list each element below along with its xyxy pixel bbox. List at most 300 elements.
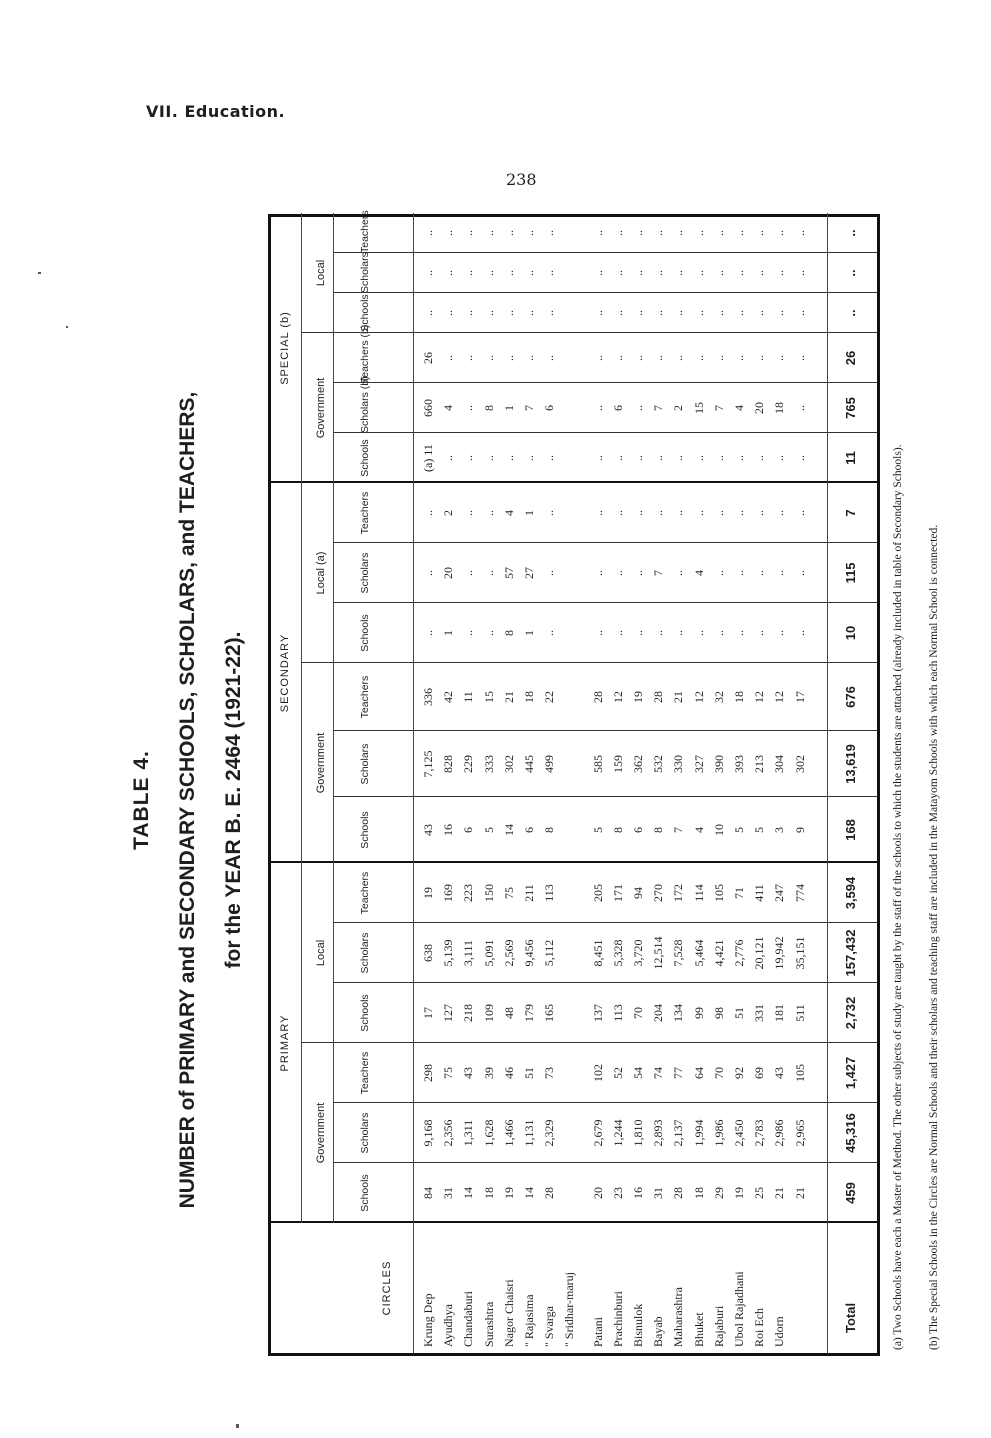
table-cell: 77 [671, 1067, 686, 1079]
table-cell: 21 [772, 1187, 787, 1199]
table-cell: 8 [542, 827, 557, 833]
table-cell: 336 [421, 688, 435, 706]
circle-name: Bisnulok [631, 1303, 645, 1347]
table-cell: 23 [610, 1187, 625, 1199]
circle-name: Patani [590, 1317, 605, 1347]
table-cell: 327 [691, 755, 706, 773]
total-cell: 13,619 [843, 744, 858, 784]
table-cell: 48 [501, 1007, 516, 1019]
table-cell: 660 [421, 399, 435, 417]
table-cell: .. [691, 510, 706, 516]
table-cell: 7 [711, 405, 726, 411]
table-cell: 1 [522, 630, 536, 636]
header-rule [301, 213, 302, 1223]
table-cell: 105 [792, 1064, 807, 1082]
table-cell: .. [732, 270, 746, 276]
table-cell: 17 [421, 1007, 435, 1019]
table-cell: .. [461, 405, 476, 411]
table-cell: 7 [671, 827, 686, 833]
table-cell: 5 [590, 827, 605, 833]
table-cell: .. [651, 355, 666, 361]
table-cell: .. [501, 270, 516, 276]
table-cell: .. [542, 510, 557, 516]
table-cell: 19 [631, 691, 645, 703]
table-cell: 5,139 [441, 939, 456, 967]
table-cell: .. [610, 355, 625, 361]
table-cell: 8 [610, 827, 625, 833]
table-cell: 20 [752, 402, 767, 414]
table-cell: .. [671, 455, 686, 461]
table-cell: 19 [501, 1187, 516, 1199]
table-cell: 26 [421, 352, 435, 364]
table-cell: 137 [590, 1004, 605, 1022]
table-cell: .. [501, 455, 516, 461]
table-cell: .. [461, 230, 476, 236]
circle-name: Surashtra [481, 1301, 496, 1347]
table-cell: .. [752, 230, 767, 236]
table-cell: 92 [732, 1067, 746, 1079]
table-cell: 8,451 [590, 939, 605, 967]
table-cell: .. [732, 310, 746, 316]
scan-speck [66, 326, 68, 328]
column-header-schools: Schools [359, 994, 371, 1032]
column-rule [333, 542, 877, 543]
total-cell: 11 [843, 451, 858, 465]
table-cell: 171 [610, 884, 625, 902]
table-cell: 9,456 [522, 939, 536, 967]
table-cell: 169 [441, 884, 456, 902]
circle-name: Bayab [651, 1316, 666, 1347]
table-cell: 1 [522, 510, 536, 516]
table-cell: .. [461, 630, 476, 636]
table-cell: .. [542, 570, 557, 576]
circle-name: Udorn [772, 1316, 787, 1347]
table-cell: 12 [752, 691, 767, 703]
table-cell: .. [671, 570, 686, 576]
column-rule [333, 982, 877, 983]
table-cell: 218 [461, 1004, 476, 1022]
table-cell: .. [461, 510, 476, 516]
circle-name: Roi Ech [752, 1308, 767, 1347]
total-cell: 115 [843, 562, 858, 584]
table-cell: 19,942 [772, 936, 787, 970]
circle-name: Bhuket [691, 1312, 706, 1347]
table-cell: .. [651, 455, 666, 461]
table-title: NUMBER of PRIMARY and SECONDARY SCHOOLS, SCHOLARS, and TEACHERS, [176, 391, 199, 1209]
table-cell: .. [651, 310, 666, 316]
circle-name: Ayudhya [441, 1304, 456, 1347]
table-cell: 1 [501, 405, 516, 411]
column-header-teachers: Teachers [359, 210, 371, 253]
table-cell: .. [711, 270, 726, 276]
table-cell: 247 [772, 884, 787, 902]
table-cell: 20 [590, 1187, 605, 1199]
table-cell: .. [711, 355, 726, 361]
total-cell: 45,316 [843, 1113, 858, 1153]
header-secondary-government: Government [315, 732, 327, 794]
table-cell: .. [631, 310, 645, 316]
table-cell: 70 [631, 1007, 645, 1019]
table-cell: 10 [711, 824, 726, 836]
table-cell: 2,679 [590, 1119, 605, 1147]
table-cell: 159 [610, 755, 625, 773]
table-cell: .. [732, 510, 746, 516]
table-cell: .. [421, 570, 435, 576]
table-cell: .. [651, 510, 666, 516]
table-cell: .. [732, 230, 746, 236]
table-cell: .. [792, 510, 807, 516]
header-primary: PRIMARY [279, 1014, 291, 1072]
table-cell: .. [590, 230, 605, 236]
table-cell: 29 [711, 1187, 726, 1199]
table-cell: .. [792, 270, 807, 276]
table-cell: 57 [501, 567, 516, 579]
table-cell: .. [691, 230, 706, 236]
column-rule [333, 1102, 877, 1103]
table-cell: .. [610, 270, 625, 276]
total-cell: 157,432 [843, 929, 858, 977]
table-cell: .. [671, 355, 686, 361]
total-cell: 168 [843, 819, 858, 841]
table-cell: .. [590, 310, 605, 316]
column-rule [333, 602, 877, 603]
table-cell: .. [501, 230, 516, 236]
table-cell: 302 [792, 755, 807, 773]
table-cell: 113 [542, 884, 557, 902]
table-cell: .. [610, 630, 625, 636]
table-cell: .. [772, 630, 787, 636]
table-cell: 270 [651, 884, 666, 902]
column-rule [333, 730, 877, 731]
column-header-scholars: Scholars [359, 932, 371, 974]
table-cell: 21 [501, 691, 516, 703]
table-cell: 2,450 [732, 1119, 746, 1147]
table-cell: 71 [732, 887, 746, 899]
table-cell: 393 [732, 755, 746, 773]
table-cell: 15 [691, 402, 706, 414]
table-cell: 6 [461, 827, 476, 833]
column-header-teachers: Teachers [359, 675, 371, 719]
table-cell: 223 [461, 884, 476, 902]
column-header-schools: Schools [359, 614, 371, 652]
table-cell: 2,965 [792, 1119, 807, 1147]
total-cell: 26 [843, 350, 858, 366]
table-cell: 6 [610, 405, 625, 411]
table-cell: .. [651, 270, 666, 276]
table-cell: 28 [590, 691, 605, 703]
circle-name: Chandaburi [461, 1291, 476, 1347]
table-cell: 150 [481, 884, 496, 902]
table-cell: .. [671, 270, 686, 276]
table-cell: .. [772, 510, 787, 516]
table-cell: 5,112 [542, 939, 557, 967]
table-cell: 73 [542, 1067, 557, 1079]
table-cell: .. [461, 570, 476, 576]
total-cell: .. [843, 269, 858, 277]
table-cell: 94 [631, 887, 645, 899]
table-cell: .. [772, 270, 787, 276]
table-cell: 28 [651, 691, 666, 703]
header-special: SPECIAL (b) [279, 311, 291, 385]
table-cell: .. [711, 510, 726, 516]
table-cell: .. [772, 355, 787, 361]
table-cell: .. [631, 510, 645, 516]
total-cell: .. [843, 309, 858, 317]
table-cell: .. [631, 270, 645, 276]
circle-name: Krung Dep [421, 1293, 435, 1347]
table-cell: 25 [752, 1187, 767, 1199]
column-header-scholars: Scholars [359, 252, 371, 293]
total-cell: 459 [843, 1182, 858, 1204]
table-cell: .. [441, 310, 456, 316]
table-cell: .. [732, 630, 746, 636]
table-cell: 6 [631, 827, 645, 833]
table-cell: 1,131 [522, 1119, 536, 1147]
table-cell: .. [461, 310, 476, 316]
table-cell: 21 [792, 1187, 807, 1199]
table-cell: 28 [671, 1187, 686, 1199]
footnote-b: (b) The Special Schools in the Circles are Normal Schools and their scholars and teaching staff are included in the Matayom Schools with which each Normal School is connected. [928, 524, 940, 1350]
table-cell: 362 [631, 755, 645, 773]
table-cell: .. [752, 455, 767, 461]
table-cell: .. [631, 230, 645, 236]
table-cell: .. [631, 405, 645, 411]
table-cell: 17 [792, 691, 807, 703]
table-cell: 6 [542, 405, 557, 411]
total-rule [827, 213, 828, 1353]
table-cell: 54 [631, 1067, 645, 1079]
table-cell: .. [671, 310, 686, 316]
circle-name: Ubol Rajadhani [732, 1271, 746, 1347]
table-cell: 205 [590, 884, 605, 902]
table-cell: 638 [421, 944, 435, 962]
column-header-scholars: Scholars [359, 552, 371, 594]
table-cell: 585 [590, 755, 605, 773]
table-cell: 4 [732, 405, 746, 411]
table-cell: .. [522, 270, 536, 276]
column-rule-major [271, 861, 877, 863]
table-cell: 75 [441, 1067, 456, 1079]
header-circles: CIRCLES [381, 1260, 393, 1316]
footnote-a: (a) Two Schools have each a Master of Method. The other subjects of study are taught by the staff of the schools to which the students are attached (already included in table of Secondary Schools). [892, 444, 904, 1350]
table-cell: .. [631, 630, 645, 636]
table-cell: 52 [610, 1067, 625, 1079]
table-cell: 102 [590, 1064, 605, 1082]
table-cell: 2 [441, 510, 456, 516]
education-table [268, 210, 880, 1356]
table-cell: 511 [792, 1004, 807, 1022]
column-header-teachers_b: Teachers (b) [359, 324, 371, 383]
table-cell: 12 [610, 691, 625, 703]
table-cell: .. [772, 230, 787, 236]
table-cell: .. [752, 270, 767, 276]
header-secondary-local: Local (a) [315, 551, 327, 595]
table-cell: 15 [481, 691, 496, 703]
table-cell: .. [691, 455, 706, 461]
table-cell: 2,776 [732, 939, 746, 967]
table-cell: 74 [651, 1067, 666, 1079]
table-cell: 105 [711, 884, 726, 902]
table-cell: 19 [732, 1187, 746, 1199]
table-cell: 2,783 [752, 1119, 767, 1147]
table-cell: (a) 11 [421, 444, 435, 472]
table-cell: 11 [461, 691, 476, 703]
column-header-schools: Schools [359, 294, 371, 332]
column-rule [333, 252, 877, 253]
table-cell: 2,893 [651, 1119, 666, 1147]
table-cell: .. [792, 405, 807, 411]
table-cell: 4 [501, 510, 516, 516]
table-cell: 4 [691, 827, 706, 833]
table-cell: 499 [542, 755, 557, 773]
table-label: TABLE 4. [130, 750, 153, 850]
table-cell: .. [711, 455, 726, 461]
total-cell: .. [843, 229, 858, 237]
table-cell: .. [792, 455, 807, 461]
table-cell: 7 [651, 570, 666, 576]
table-cell: 774 [792, 884, 807, 902]
table-cell: .. [421, 510, 435, 516]
table-cell: .. [732, 570, 746, 576]
table-cell: 98 [711, 1007, 726, 1019]
table-cell: 302 [501, 755, 516, 773]
table-cell: .. [481, 230, 496, 236]
table-cell: 19 [421, 887, 435, 899]
column-rule [333, 796, 877, 797]
column-rule-major [271, 481, 877, 483]
circle-name: " Rajasima [522, 1294, 536, 1347]
table-cell: .. [461, 270, 476, 276]
table-cell: .. [522, 355, 536, 361]
table-cell: .. [542, 355, 557, 361]
column-header-scholars: Scholars [359, 1112, 371, 1154]
table-cell: 4,421 [711, 939, 726, 967]
table-cell: 532 [651, 755, 666, 773]
table-cell: 1,986 [711, 1119, 726, 1147]
table-cell: 32 [711, 691, 726, 703]
table-cell: 14 [461, 1187, 476, 1199]
table-cell: .. [711, 570, 726, 576]
table-cell: .. [590, 570, 605, 576]
table-cell: .. [651, 630, 666, 636]
table-cell: 5,091 [481, 939, 496, 967]
table-cell: .. [501, 355, 516, 361]
table-cell: 18 [481, 1187, 496, 1199]
total-cell: 7 [843, 509, 858, 517]
section-header: VII. Education. [146, 102, 286, 121]
table-cell: 828 [441, 755, 456, 773]
table-cell: .. [792, 355, 807, 361]
table-cell: 172 [671, 884, 686, 902]
rotated-table-page [120, 210, 960, 1390]
table-cell: 204 [651, 1004, 666, 1022]
column-rule [333, 922, 877, 923]
table-cell: 18 [732, 691, 746, 703]
table-cell: .. [691, 310, 706, 316]
table-cell: 333 [481, 755, 496, 773]
table-cell: .. [590, 355, 605, 361]
table-cell: .. [752, 570, 767, 576]
table-cell: .. [522, 455, 536, 461]
table-cell: .. [732, 455, 746, 461]
table-cell: 12,514 [651, 936, 666, 970]
table-cell: 390 [711, 755, 726, 773]
table-cell: .. [481, 310, 496, 316]
table-cell: .. [631, 355, 645, 361]
table-cell: .. [732, 355, 746, 361]
table-cell: 43 [461, 1067, 476, 1079]
table-cell: .. [421, 230, 435, 236]
table-cell: 22 [542, 691, 557, 703]
table-cell: 445 [522, 755, 536, 773]
table-cell: .. [691, 270, 706, 276]
table-cell: .. [590, 455, 605, 461]
table-cell: 84 [421, 1187, 435, 1199]
table-cell: 3,720 [631, 939, 645, 967]
table-cell: 2,329 [542, 1119, 557, 1147]
column-header-teachers: Teachers [359, 871, 371, 915]
table-cell: 127 [441, 1004, 456, 1022]
table-cell: .. [752, 310, 767, 316]
table-cell: .. [752, 630, 767, 636]
table-cell: 1,810 [631, 1119, 645, 1147]
table-cell: .. [441, 355, 456, 361]
column-header-scholars_b: Scholars (b) [359, 376, 371, 433]
table-cell: 5 [752, 827, 767, 833]
table-cell: 99 [691, 1007, 706, 1019]
table-cell: .. [671, 630, 686, 636]
table-cell: 14 [522, 1187, 536, 1199]
table-cell: 75 [501, 887, 516, 899]
table-cell: 18 [522, 691, 536, 703]
table-cell: .. [542, 455, 557, 461]
header-special-government: Government [315, 377, 327, 439]
table-cell: .. [542, 270, 557, 276]
circle-name: " Sridhar-maruj [562, 1272, 577, 1347]
table-cell: .. [752, 355, 767, 361]
table-cell: 1,628 [481, 1119, 496, 1147]
table-cell: 1,994 [691, 1119, 706, 1147]
table-cell: .. [461, 455, 476, 461]
table-cell: 1 [441, 630, 456, 636]
column-rule-major [271, 1221, 877, 1223]
table-cell: 9 [792, 827, 807, 833]
table-cell: 165 [542, 1004, 557, 1022]
table-cell: .. [772, 455, 787, 461]
table-cell: .. [711, 310, 726, 316]
circle-name: Nagor Chaisri [501, 1279, 516, 1347]
table-cell: .. [481, 270, 496, 276]
scan-speck [38, 272, 41, 274]
table-cell: 20 [441, 567, 456, 579]
table-cell: .. [421, 630, 435, 636]
table-cell: 2,986 [772, 1119, 787, 1147]
table-cell: 4 [691, 570, 706, 576]
table-cell: .. [421, 270, 435, 276]
table-cell: 7 [651, 405, 666, 411]
circle-name: " Svarga [542, 1305, 557, 1347]
table-cell: .. [481, 355, 496, 361]
table-cell: .. [441, 270, 456, 276]
column-header-teachers: Teachers [359, 491, 371, 535]
column-rule [301, 662, 877, 663]
table-cell: .. [522, 230, 536, 236]
table-cell: 9,168 [421, 1119, 435, 1147]
table-cell: 304 [772, 755, 787, 773]
total-cell: 676 [843, 686, 858, 708]
table-cell: 5 [481, 827, 496, 833]
header-secondary: SECONDARY [279, 633, 291, 713]
